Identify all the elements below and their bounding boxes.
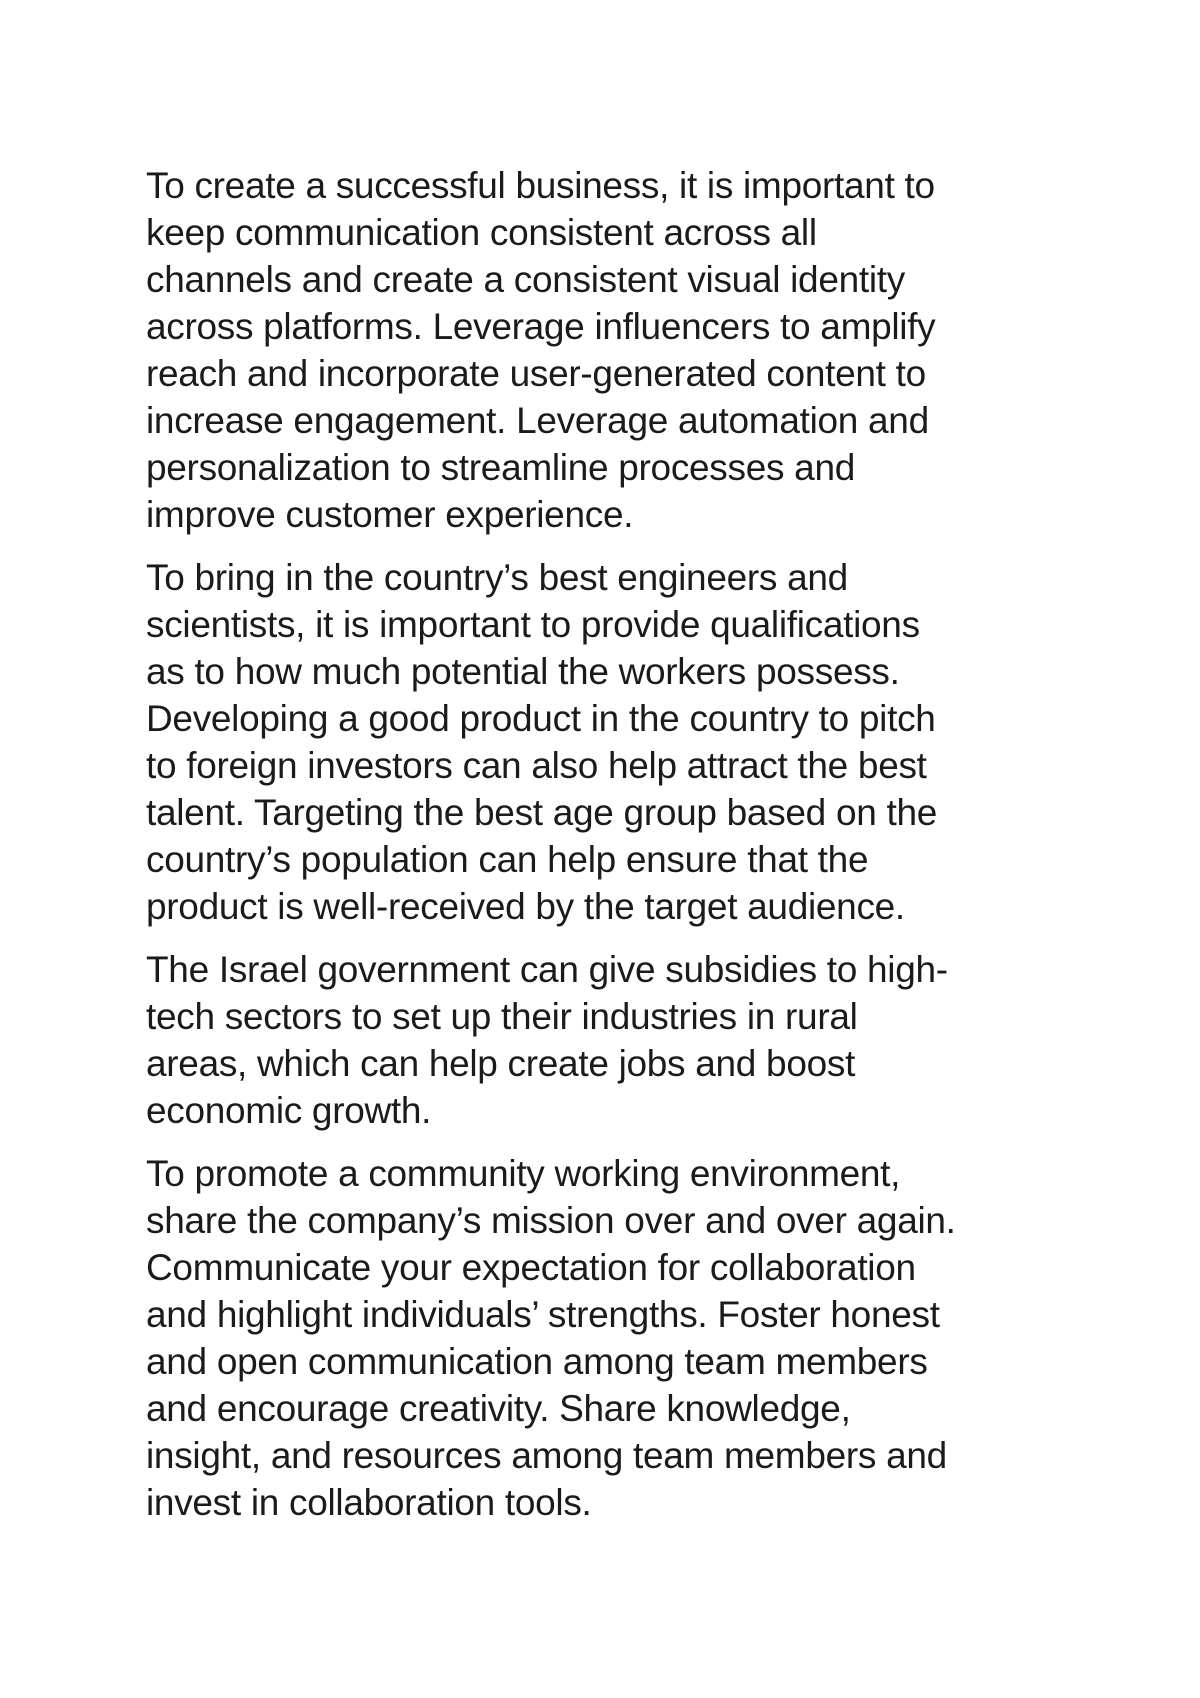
- text-line: insight, and resources among team members and: [146, 1435, 947, 1476]
- text-line: share the company’s mission over and over again.: [146, 1200, 956, 1241]
- text-line: tech sectors to set up their industries in rural: [146, 996, 858, 1037]
- text-line: To bring in the country’s best engineers and: [146, 557, 848, 598]
- text-line: across platforms. Leverage influencers to amplify: [146, 306, 936, 347]
- text-line: product is well-received by the target audience.: [146, 886, 905, 927]
- text-line: Developing a good product in the country to pitch: [146, 698, 936, 739]
- text-line: scientists, it is important to provide qualifications: [146, 604, 920, 645]
- text-line: channels and create a consistent visual identity: [146, 259, 905, 300]
- text-line: and encourage creativity. Share knowledge,: [146, 1388, 851, 1429]
- document-body: [146, 162, 1076, 1542]
- text-line: and open communication among team members: [146, 1341, 928, 1382]
- text-line: keep communication consistent across all: [146, 212, 817, 253]
- text-line: To create a successful business, it is important to: [146, 165, 935, 206]
- paragraph-business-communication: [146, 162, 1076, 538]
- text-line: reach and incorporate user-generated content to: [146, 353, 926, 394]
- text-line: invest in collaboration tools.: [146, 1482, 592, 1523]
- paragraph-talent-attraction: [146, 554, 1076, 930]
- text-line: increase engagement. Leverage automation and: [146, 400, 929, 441]
- text-line: as to how much potential the workers possess.: [146, 651, 900, 692]
- paragraph-community-environment: [146, 1150, 1076, 1526]
- text-line: Communicate your expectation for collaboration: [146, 1247, 916, 1288]
- text-line: To promote a community working environment,: [146, 1153, 901, 1194]
- text-line: and highlight individuals’ strengths. Foster honest: [146, 1294, 940, 1335]
- paragraph-government-subsidies: [146, 946, 1076, 1134]
- text-line: talent. Targeting the best age group based on the: [146, 792, 938, 833]
- text-line: personalization to streamline processes and: [146, 447, 855, 488]
- text-line: improve customer experience.: [146, 494, 634, 535]
- text-line: economic growth.: [146, 1090, 432, 1131]
- text-line: country’s population can help ensure that the: [146, 839, 869, 880]
- text-line: to foreign investors can also help attract the best: [146, 745, 927, 786]
- text-line: The Israel government can give subsidies to high-: [146, 949, 948, 990]
- text-line: areas, which can help create jobs and boost: [146, 1043, 856, 1084]
